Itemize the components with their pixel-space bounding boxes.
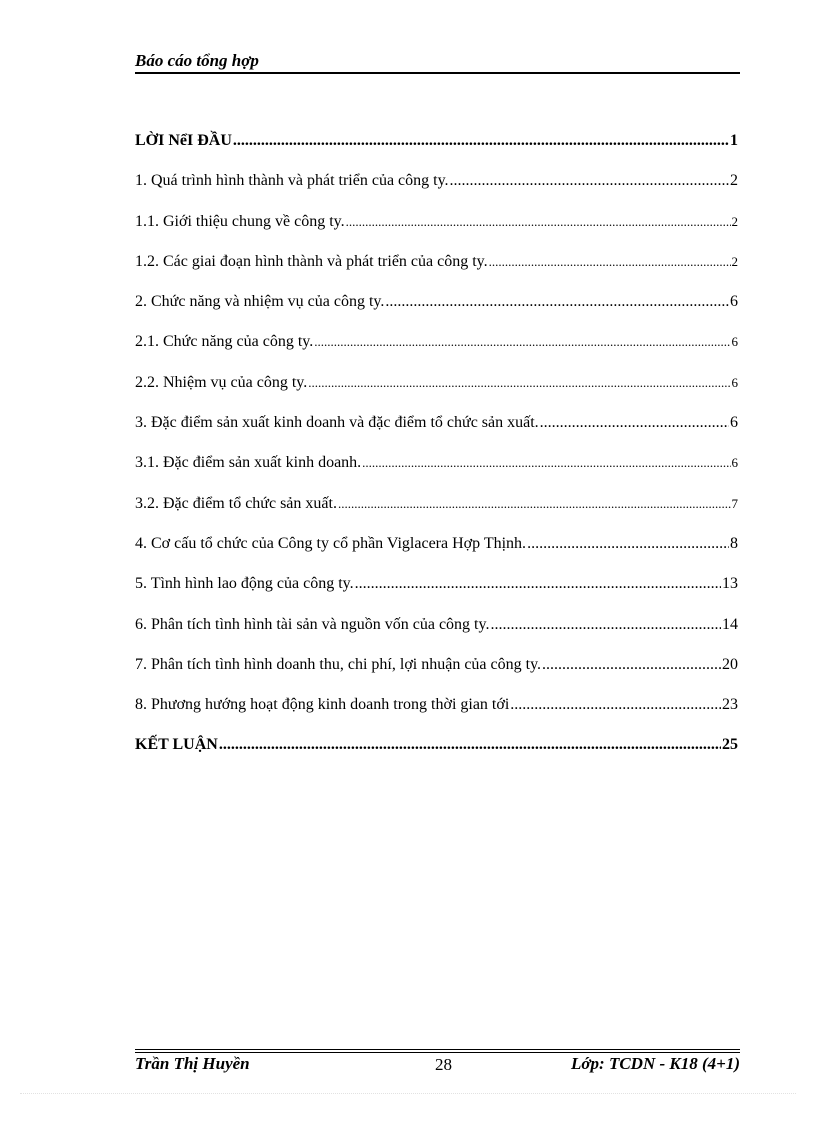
toc-entry-title: 1.2. Các giai đoạn hình thành và phát triển của công ty. xyxy=(135,252,488,270)
toc-entry-page: 2 xyxy=(730,172,738,190)
toc-entry-page: 14 xyxy=(722,615,738,633)
toc-entry[interactable] xyxy=(135,454,738,494)
toc-entry-page: 6 xyxy=(730,293,738,311)
toc-entry-title: 4. Cơ cấu tổ chức của Công ty cổ phần Viglacera Hợp Thịnh. xyxy=(135,534,527,552)
toc-entry[interactable] xyxy=(135,575,738,615)
footer-rule-bottom xyxy=(135,1052,740,1053)
toc-dot-leader xyxy=(338,496,731,512)
toc-dot-leader xyxy=(542,656,721,674)
page-footer xyxy=(135,1054,740,1078)
toc-entry-page: 13 xyxy=(722,575,738,593)
toc-dot-leader xyxy=(450,172,729,190)
toc-entry-title: 1.1. Giới thiệu chung về công ty. xyxy=(135,212,345,230)
toc-entry[interactable] xyxy=(135,253,738,293)
toc-entry[interactable] xyxy=(135,414,738,454)
toc-entry-title: 1. Quá trình hình thành và phát triển của công ty. xyxy=(135,172,449,190)
toc-dot-leader xyxy=(489,254,731,270)
toc-entry-title: KẾT LUẬN xyxy=(135,736,218,754)
toc-entry-page: 6 xyxy=(731,334,738,350)
toc-entry-title: LỜI NểI ĐẦU xyxy=(135,132,232,149)
toc-entry[interactable] xyxy=(135,736,738,776)
toc-entry-page: 6 xyxy=(731,374,738,390)
toc-entry-page: 6 xyxy=(731,455,738,471)
toc-entry-title: 2. Chức năng và nhiệm vụ của công ty. xyxy=(135,293,385,311)
toc-entry[interactable] xyxy=(135,374,738,414)
toc-dot-leader xyxy=(490,616,721,634)
toc-entry-title: 2.2. Nhiệm vụ của công ty. xyxy=(135,373,308,391)
toc-entry[interactable] xyxy=(135,696,738,736)
toc-dot-leader xyxy=(233,132,729,150)
footer-class-label: Lớp: TCDN - K18 (4+1) xyxy=(571,1054,740,1073)
toc-dot-leader xyxy=(510,696,721,714)
toc-entry-page: 20 xyxy=(722,655,738,673)
page-header xyxy=(135,50,740,74)
footer-author: Trần Thị Huyền xyxy=(135,1054,250,1073)
page-bottom-border xyxy=(20,1093,796,1094)
toc-entry-page: 8 xyxy=(730,534,738,552)
toc-entry[interactable] xyxy=(135,656,738,696)
toc-entry-title: 2.1. Chức năng của công ty. xyxy=(135,333,314,351)
toc-entry-page: 6 xyxy=(730,414,738,432)
toc-entry-title: 3.1. Đặc điểm sản xuất kinh doanh. xyxy=(135,454,362,472)
toc-dot-leader xyxy=(314,334,730,350)
toc-dot-leader xyxy=(346,214,731,230)
toc-entry[interactable] xyxy=(135,293,738,333)
toc-entry[interactable] xyxy=(135,333,738,373)
toc-entry[interactable] xyxy=(135,535,738,575)
toc-entry-title: 7. Phân tích tình hình doanh thu, chi phí, lợi nhuận của công ty. xyxy=(135,655,542,673)
table-of-contents xyxy=(135,132,738,777)
toc-entry-page: 2 xyxy=(731,253,738,269)
toc-dot-leader xyxy=(308,375,730,391)
toc-entry-page: 2 xyxy=(731,213,738,229)
toc-dot-leader xyxy=(385,293,729,311)
toc-entry-title: 3.2. Đặc điểm tổ chức sản xuất. xyxy=(135,494,337,512)
toc-entry-title: 5. Tình hình lao động của công ty. xyxy=(135,575,354,593)
toc-dot-leader xyxy=(355,575,721,593)
toc-entry[interactable] xyxy=(135,616,738,656)
toc-entry-page: 7 xyxy=(731,495,738,511)
footer-page-number: 28 xyxy=(435,1055,452,1074)
toc-entry[interactable] xyxy=(135,495,738,535)
toc-entry[interactable] xyxy=(135,132,738,172)
toc-entry[interactable] xyxy=(135,172,738,212)
toc-entry-page: 23 xyxy=(722,696,738,714)
toc-entry-title: 6. Phân tích tình hình tài sản và nguồn vốn của công ty. xyxy=(135,615,490,633)
toc-entry-title: 3. Đặc điểm sản xuất kinh doanh và đặc điểm tổ chức sản xuất. xyxy=(135,414,539,432)
toc-entry-title: 8. Phương hướng hoạt động kinh doanh trong thời gian tới xyxy=(135,696,510,714)
toc-entry-page: 1 xyxy=(730,132,738,149)
toc-dot-leader xyxy=(362,455,730,471)
toc-dot-leader xyxy=(219,736,721,754)
toc-dot-leader xyxy=(527,535,729,553)
header-title: Báo cáo tổng hợp xyxy=(135,51,259,70)
toc-entry-page: 25 xyxy=(722,736,738,754)
footer-rule-top xyxy=(135,1049,740,1050)
toc-entry[interactable] xyxy=(135,213,738,253)
toc-dot-leader xyxy=(540,414,729,432)
